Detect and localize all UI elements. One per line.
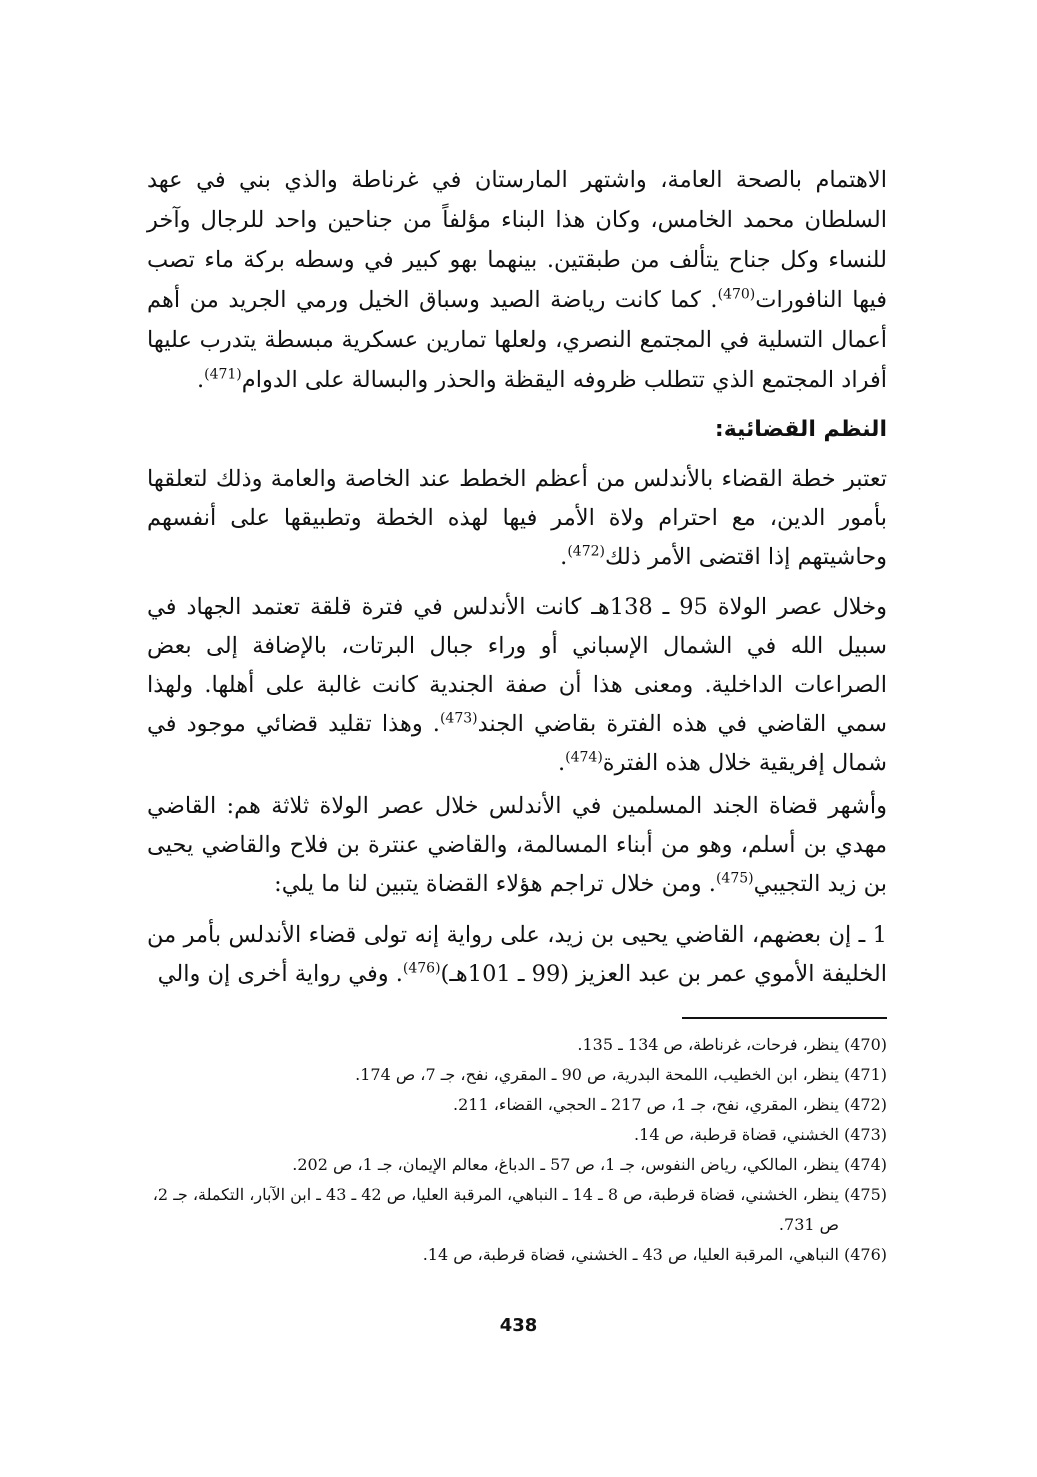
footnote-text: ينظر، فرحات، غرناطة، ص 134 ـ 135. — [577, 1035, 839, 1054]
paragraph-text: وأشهر قضاة الجند المسلمين في الأندلس خلال عصر الولاة ثلاثة هم: القاضي مهدي بن أسلم، وهو من أبناء المسالمة، والقاضي عنترة بن فلاح والقاضي يحيى بن زيد التجيبي — [147, 793, 887, 897]
section-heading: النظم القضائية: — [714, 417, 887, 442]
paragraph-text: وخلال عصر الولاة 95 ـ 138هـ كانت الأندلس في فترة قلقة تعتمد الجهاد في سبيل الله في الشمال الإسباني أو وراء جبال البرتات، بالإضافة إلى بعض الصراعات الداخلية. ومعنى هذا أن صفة الجندية كانت غالبة على أهلها. ولهذا سمي القاضي في هذه الفترة بقاضي الجند — [147, 594, 887, 737]
footnote-text: ينظر، المقري، نفح، جـ 1، ص 217 ـ الحجي، القضاء، 211. — [453, 1095, 839, 1114]
paragraph-point-one — [147, 916, 887, 994]
footnote-text: ينظر، الخشني، قضاة قرطبة، ص 8 ـ 14 ـ النباهي، المرقبة العليا، ص 42 ـ 43 ـ ابن الآبار، التكملة، جـ 2، ص 731. — [152, 1185, 839, 1234]
paragraph-end: . ومن خلال تراجم هؤلاء القضاة يتبين لنا ما يلي: — [274, 871, 716, 897]
paragraph-famous-judges — [147, 787, 887, 904]
paragraph-governors-era — [147, 588, 887, 783]
footnote-text: النباهي، المرقبة العليا، ص 43 ـ الخشني، قضاة قرطبة، ص 14. — [422, 1245, 839, 1264]
paragraph-text: 1 ـ إن بعضهم، القاضي يحيى بن زيد، على رواية إنه تولى قضاء الأندلس بأمر من الخليفة الأموي عمر بن عبد العزيز (99 ـ 101هـ) — [147, 922, 887, 987]
paragraph-judiciary — [147, 460, 887, 577]
footnote-item — [147, 1090, 887, 1120]
citation-474: (474) — [565, 749, 603, 766]
paragraph-end: . — [196, 367, 205, 393]
footnote-text: الخشني، قضاة قرطبة، ص 14. — [634, 1125, 839, 1144]
paragraph-text: الاهتمام بالصحة العامة، واشتهر المارستان في غرناطة والذي بني في عهد السلطان محمد الخامس، وكان هذا البناء مؤلفاً من جناحين واحد للرجال وآخر للنساء وكل جناح يتألف من طبقتين. بينهما بهو كبير في وسطه بركة ماء تصب فيها النافورات — [147, 167, 888, 313]
footnote-item — [147, 1240, 887, 1270]
footnote-text: ينظر، ابن الخطيب، اللمحة البدرية، ص 90 ـ المقري، نفح، جـ 7، ص 174. — [355, 1065, 839, 1084]
paragraph-end: . — [560, 544, 568, 570]
footnote-number: (476) — [843, 1245, 887, 1264]
footnote-item — [147, 1180, 887, 1240]
footnote-divider — [682, 1017, 887, 1019]
footnote-number: (470) — [843, 1035, 887, 1054]
footnote-text: ينظر، المالكي، رياض النفوس، جـ 1، ص 57 ـ الدباغ، معالم الإيمان، جـ 1، ص 202. — [292, 1155, 839, 1174]
footnote-number: (472) — [843, 1095, 887, 1114]
citation-476: (476) — [402, 960, 441, 977]
citation-471: (471) — [204, 366, 242, 383]
footnote-number: (473) — [843, 1125, 887, 1144]
footnote-number: (471) — [843, 1065, 887, 1084]
citation-472: (472) — [567, 543, 605, 560]
paragraph-text: . كما كانت رياضة الصيد وسباق الخيل ورمي الجريد من أهم أعمال التسلية في المجتمع النصري، ولعلها تمارين عسكرية مبسطة يتدرب عليها أفراد المجتمع الذي تتطلب ظروفه اليقظة والحذر والبسالة على الدوام — [147, 287, 887, 393]
footnote-item — [147, 1120, 887, 1150]
page-number: 438 — [499, 1315, 538, 1336]
footnote-item — [147, 1030, 887, 1060]
paragraph-end: . — [557, 750, 566, 776]
section-heading-block — [147, 415, 887, 445]
citation-475: (475) — [715, 870, 754, 887]
paragraph-hospital — [147, 160, 887, 400]
footnote-number: (474) — [843, 1155, 887, 1174]
footnote-item — [147, 1060, 887, 1090]
paragraph-text: . وهذا تقليد قضائي موجود في شمال إفريقية خلال هذه الفترة — [147, 711, 887, 776]
paragraph-end: . وفي رواية أخرى إن والي — [157, 961, 403, 987]
citation-473: (473) — [439, 710, 478, 727]
citation-470: (470) — [717, 286, 756, 303]
footnote-number: (475) — [843, 1185, 887, 1204]
footnote-item — [147, 1150, 887, 1180]
paragraph-text: تعتبر خطة القضاء بالأندلس من أعظم الخطط عند الخاصة والعامة وذلك لتعلقها بأمور الدين، مع احترام ولاة الأمر فيها لهذه الخطة وتطبيقها على أنفسهم وحاشيتهم إذا اقتضى الأمر ذلك — [147, 466, 887, 570]
footnotes — [147, 1030, 887, 1270]
